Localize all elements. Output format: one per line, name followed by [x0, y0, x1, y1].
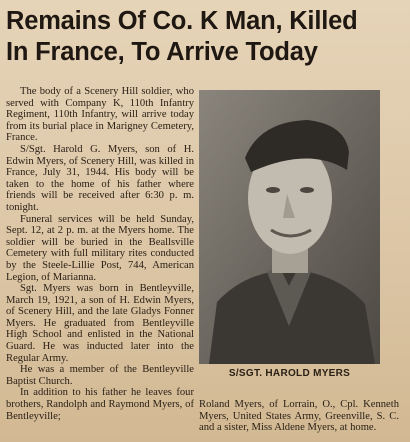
- article-body: [6, 86, 194, 422]
- headline-line-2: In France, To Arrive Today: [6, 38, 318, 66]
- article-paragraph: The body of a Scenery Hill soldier, who served with Company K, 110th Infantry Regiment, 110th Infantry, will arrive today from its burial place in Marigney Cemetery, France.: [6, 86, 194, 144]
- headline: [6, 6, 406, 68]
- article-paragraph: Roland Myers, of Lorrain, O., Cpl. Kenneth Myers, United States Army, Greenville, S. C. and a sister, Miss Aldene Myers, at home.: [199, 399, 399, 434]
- article-paragraph: He was a member of the Bentleyville Baptist Church.: [6, 364, 194, 387]
- photo-caption: S/SGT. HAROLD MYERS: [228, 368, 351, 379]
- soldier-portrait-photo: [199, 90, 380, 364]
- article-paragraph: Sgt. Myers was born in Bentleyville, March 19, 1921, a son of H. Edwin Myers, of Scenery Hill, and the late Gladys Fonner Myers. He graduated from Bentleyville High School and enlisted in the National Guard. He was inducted later into the Regular Army.: [6, 283, 194, 364]
- article-continuation: [199, 399, 399, 434]
- headline-line-1: Remains Of Co. K Man, Killed: [6, 7, 358, 35]
- article-paragraph: In addition to his father he leaves four brothers, Randolph and Raymond Myers, of Bentleyville;: [6, 387, 194, 422]
- article-paragraph: Funeral services will be held Sunday, Sept. 12, at 2 p. m. at the Myers home. The soldier will be buried in the Beallsville Cemetery with full military rites conducted by the Steele-Lillie Post, 744, American Legion, of Marianna.: [6, 213, 194, 283]
- article-paragraph: S/Sgt. Harold G. Myers, son of H. Edwin Myers, of Scenery Hill, was killed in France, July 31, 1944. His body will be taken to the home of his father where friends will be received after 6:30 p. m. tonight.: [6, 143, 194, 213]
- portrait-image: [199, 90, 380, 364]
